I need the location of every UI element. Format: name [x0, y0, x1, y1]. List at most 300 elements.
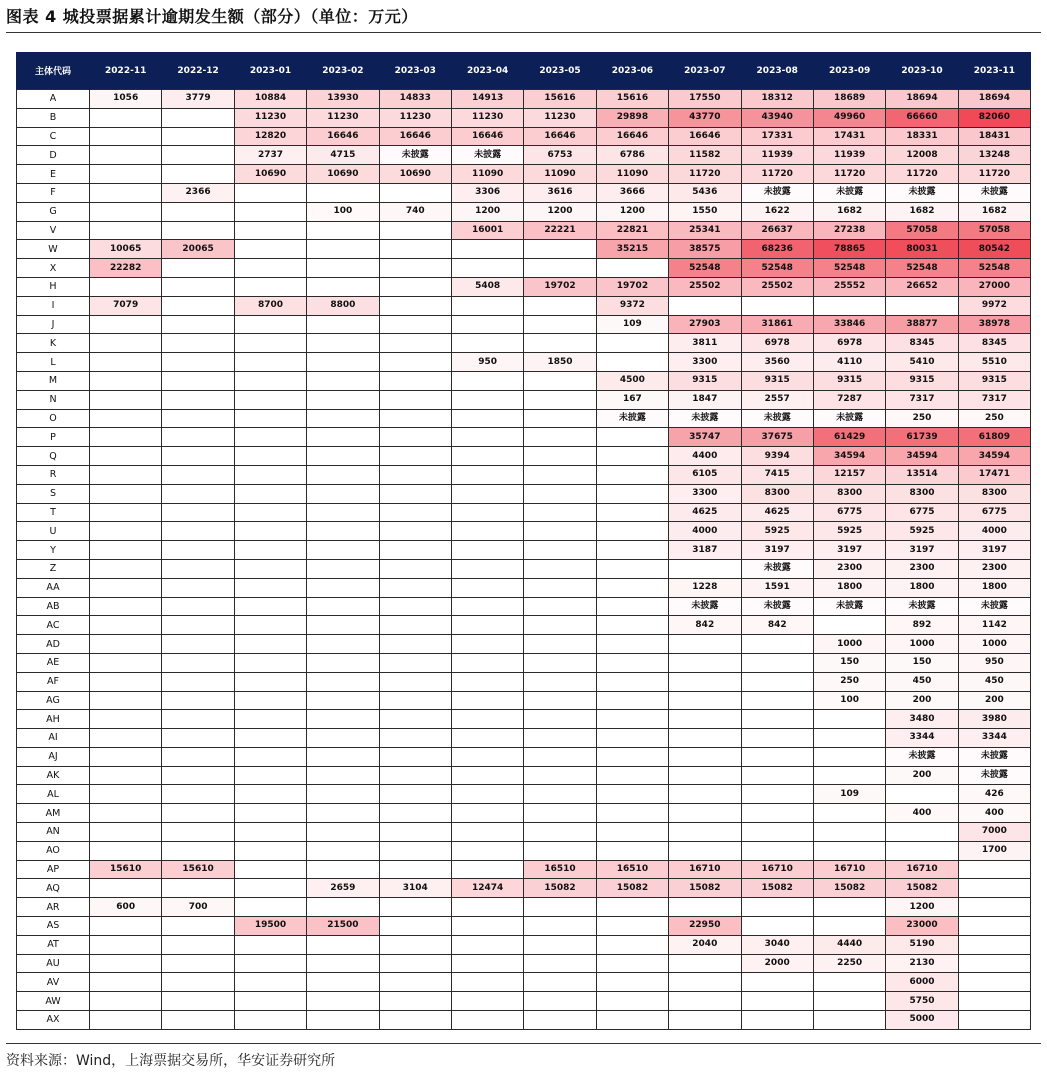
value-cell	[90, 522, 162, 541]
value-cell: 4000	[958, 522, 1030, 541]
value-cell	[524, 465, 596, 484]
table-body	[17, 90, 1031, 1030]
value-cell: 16646	[669, 127, 741, 146]
value-cell	[307, 935, 379, 954]
value-cell: 16646	[524, 127, 596, 146]
value-cell	[307, 409, 379, 428]
value-cell	[596, 635, 668, 654]
value-cell	[379, 954, 451, 973]
value-cell	[162, 747, 234, 766]
table-row	[17, 127, 1031, 146]
value-cell: 6775	[958, 503, 1030, 522]
value-cell: 78865	[813, 240, 885, 259]
row-entity-code: AO	[17, 841, 90, 860]
value-cell: 450	[958, 672, 1030, 691]
value-cell: 150	[813, 653, 885, 672]
row-entity-code: J	[17, 315, 90, 334]
value-cell: 22821	[596, 221, 668, 240]
value-cell: 740	[379, 202, 451, 221]
value-cell	[90, 428, 162, 447]
value-cell	[451, 484, 523, 503]
value-cell	[524, 917, 596, 936]
value-cell: 8700	[234, 296, 306, 315]
value-cell: 52548	[813, 259, 885, 278]
value-cell	[379, 729, 451, 748]
value-cell	[958, 1011, 1030, 1030]
value-cell: 17550	[669, 90, 741, 109]
value-cell	[596, 522, 668, 541]
value-cell: 66660	[886, 108, 958, 127]
value-cell	[669, 559, 741, 578]
value-cell: 80542	[958, 240, 1030, 259]
value-cell: 35215	[596, 240, 668, 259]
value-cell: 80031	[886, 240, 958, 259]
value-cell	[379, 334, 451, 353]
value-cell	[451, 428, 523, 447]
value-cell	[596, 465, 668, 484]
header-period: 2023-07	[669, 52, 741, 90]
table-row	[17, 879, 1031, 898]
value-cell: 57058	[958, 221, 1030, 240]
value-cell: 1200	[524, 202, 596, 221]
header-period: 2022-11	[90, 52, 162, 90]
value-cell	[162, 165, 234, 184]
row-entity-code: AM	[17, 804, 90, 823]
value-cell: 未披露	[741, 409, 813, 428]
value-cell: 11230	[307, 108, 379, 127]
value-cell: 57058	[886, 221, 958, 240]
value-cell	[741, 785, 813, 804]
value-cell: 200	[958, 691, 1030, 710]
value-cell	[958, 973, 1030, 992]
value-cell: 20065	[162, 240, 234, 259]
value-cell	[379, 841, 451, 860]
value-cell	[379, 409, 451, 428]
value-cell: 6775	[813, 503, 885, 522]
value-cell	[741, 973, 813, 992]
value-cell: 3980	[958, 710, 1030, 729]
row-entity-code: AW	[17, 992, 90, 1011]
row-entity-code: AN	[17, 823, 90, 842]
value-cell: 842	[669, 616, 741, 635]
value-cell	[451, 578, 523, 597]
value-cell	[524, 992, 596, 1011]
value-cell: 11720	[741, 165, 813, 184]
value-cell: 未披露	[958, 183, 1030, 202]
header-entity-code: 主体代码	[17, 52, 90, 90]
value-cell: 150	[886, 653, 958, 672]
value-cell	[596, 785, 668, 804]
value-cell: 25341	[669, 221, 741, 240]
value-cell: 400	[886, 804, 958, 823]
value-cell: 10065	[90, 240, 162, 259]
value-cell	[90, 146, 162, 165]
value-cell	[451, 541, 523, 560]
value-cell	[596, 935, 668, 954]
value-cell	[307, 428, 379, 447]
value-cell	[162, 108, 234, 127]
value-cell	[669, 973, 741, 992]
value-cell	[234, 428, 306, 447]
value-cell: 16710	[669, 860, 741, 879]
value-cell	[524, 1011, 596, 1030]
value-cell	[741, 672, 813, 691]
value-cell	[162, 296, 234, 315]
value-cell	[524, 785, 596, 804]
value-cell: 7000	[958, 823, 1030, 842]
table-row	[17, 785, 1031, 804]
value-cell	[379, 447, 451, 466]
value-cell	[307, 541, 379, 560]
value-cell	[90, 635, 162, 654]
value-cell	[234, 484, 306, 503]
value-cell: 2557	[741, 390, 813, 409]
value-cell: 22221	[524, 221, 596, 240]
row-entity-code: S	[17, 484, 90, 503]
header-period: 2023-05	[524, 52, 596, 90]
value-cell	[90, 465, 162, 484]
value-cell: 11720	[813, 165, 885, 184]
value-cell: 22282	[90, 259, 162, 278]
value-cell	[90, 691, 162, 710]
value-cell: 4715	[307, 146, 379, 165]
value-cell: 未披露	[741, 559, 813, 578]
table-row	[17, 672, 1031, 691]
row-entity-code: Q	[17, 447, 90, 466]
value-cell	[524, 973, 596, 992]
value-cell	[596, 804, 668, 823]
table-row	[17, 353, 1031, 372]
value-cell	[90, 277, 162, 296]
value-cell	[813, 710, 885, 729]
value-cell: 6978	[741, 334, 813, 353]
value-cell: 11720	[669, 165, 741, 184]
value-cell	[379, 371, 451, 390]
value-cell: 4110	[813, 353, 885, 372]
value-cell: 2300	[813, 559, 885, 578]
table-row	[17, 277, 1031, 296]
table-row	[17, 315, 1031, 334]
value-cell	[813, 616, 885, 635]
value-cell	[524, 522, 596, 541]
value-cell: 4625	[741, 503, 813, 522]
value-cell: 10690	[234, 165, 306, 184]
row-entity-code: O	[17, 409, 90, 428]
table-row	[17, 503, 1031, 522]
value-cell	[451, 898, 523, 917]
value-cell	[958, 954, 1030, 973]
row-entity-code: D	[17, 146, 90, 165]
value-cell: 49960	[813, 108, 885, 127]
value-cell	[741, 747, 813, 766]
value-cell	[162, 935, 234, 954]
value-cell	[162, 202, 234, 221]
value-cell	[379, 898, 451, 917]
value-cell: 5436	[669, 183, 741, 202]
value-cell	[451, 334, 523, 353]
value-cell: 4400	[669, 447, 741, 466]
value-cell	[162, 371, 234, 390]
value-cell: 9972	[958, 296, 1030, 315]
value-cell	[669, 635, 741, 654]
value-cell	[379, 183, 451, 202]
value-cell: 10884	[234, 90, 306, 109]
value-cell	[234, 729, 306, 748]
value-cell	[741, 635, 813, 654]
value-cell: 9315	[813, 371, 885, 390]
value-cell: 1682	[958, 202, 1030, 221]
value-cell	[162, 597, 234, 616]
row-entity-code: AS	[17, 917, 90, 936]
value-cell	[379, 691, 451, 710]
value-cell: 200	[886, 691, 958, 710]
value-cell: 9315	[886, 371, 958, 390]
value-cell	[90, 315, 162, 334]
value-cell: 9372	[596, 296, 668, 315]
value-cell: 1000	[813, 635, 885, 654]
value-cell: 1200	[451, 202, 523, 221]
value-cell: 3040	[741, 935, 813, 954]
header-period: 2023-01	[234, 52, 306, 90]
value-cell: 12474	[451, 879, 523, 898]
row-entity-code: B	[17, 108, 90, 127]
value-cell	[813, 729, 885, 748]
value-cell: 7415	[741, 465, 813, 484]
table-row	[17, 484, 1031, 503]
value-cell: 未披露	[669, 597, 741, 616]
value-cell	[596, 428, 668, 447]
value-cell	[524, 935, 596, 954]
value-cell	[90, 541, 162, 560]
value-cell	[162, 447, 234, 466]
value-cell	[234, 672, 306, 691]
value-cell	[90, 108, 162, 127]
value-cell	[524, 315, 596, 334]
value-cell: 未披露	[886, 597, 958, 616]
value-cell: 11230	[379, 108, 451, 127]
value-cell	[524, 447, 596, 466]
value-cell	[379, 221, 451, 240]
value-cell	[379, 710, 451, 729]
header-period: 2023-03	[379, 52, 451, 90]
value-cell	[234, 390, 306, 409]
value-cell	[596, 578, 668, 597]
value-cell	[958, 992, 1030, 1011]
value-cell	[596, 898, 668, 917]
value-cell: 100	[813, 691, 885, 710]
value-cell: 250	[958, 409, 1030, 428]
value-cell	[451, 240, 523, 259]
value-cell	[958, 898, 1030, 917]
value-cell: 11939	[813, 146, 885, 165]
row-entity-code: AI	[17, 729, 90, 748]
table-row	[17, 409, 1031, 428]
value-cell	[524, 371, 596, 390]
value-cell: 未披露	[958, 766, 1030, 785]
value-cell: 未披露	[813, 183, 885, 202]
value-cell	[379, 484, 451, 503]
value-cell: 400	[958, 804, 1030, 823]
value-cell	[524, 954, 596, 973]
value-cell: 3197	[741, 541, 813, 560]
row-entity-code: F	[17, 183, 90, 202]
value-cell	[596, 616, 668, 635]
value-cell	[596, 653, 668, 672]
value-cell: 52548	[958, 259, 1030, 278]
value-cell	[234, 785, 306, 804]
value-cell: 68236	[741, 240, 813, 259]
value-cell: 31861	[741, 315, 813, 334]
value-cell: 6000	[886, 973, 958, 992]
value-cell	[451, 992, 523, 1011]
value-cell: 11720	[886, 165, 958, 184]
value-cell	[524, 503, 596, 522]
value-cell	[813, 766, 885, 785]
value-cell	[307, 371, 379, 390]
value-cell	[162, 710, 234, 729]
value-cell	[524, 653, 596, 672]
table-row	[17, 653, 1031, 672]
row-entity-code: AR	[17, 898, 90, 917]
value-cell	[162, 917, 234, 936]
value-cell: 1800	[886, 578, 958, 597]
table-row	[17, 691, 1031, 710]
value-cell	[379, 465, 451, 484]
overdue-amount-table	[16, 52, 1031, 1030]
value-cell: 1800	[813, 578, 885, 597]
value-cell: 34594	[813, 447, 885, 466]
source-note: 资料来源：Wind，上海票据交易所，华安证券研究所	[6, 1053, 336, 1069]
value-cell	[451, 766, 523, 785]
value-cell	[234, 559, 306, 578]
value-cell	[162, 127, 234, 146]
value-cell	[307, 522, 379, 541]
value-cell	[162, 503, 234, 522]
value-cell	[451, 710, 523, 729]
value-cell	[234, 747, 306, 766]
value-cell	[90, 409, 162, 428]
value-cell	[307, 954, 379, 973]
value-cell	[162, 823, 234, 842]
value-cell	[886, 296, 958, 315]
value-cell: 5510	[958, 353, 1030, 372]
row-entity-code: Y	[17, 541, 90, 560]
value-cell: 61809	[958, 428, 1030, 447]
row-entity-code: U	[17, 522, 90, 541]
value-cell	[234, 353, 306, 372]
value-cell: 19702	[596, 277, 668, 296]
value-cell: 38877	[886, 315, 958, 334]
row-entity-code: AP	[17, 860, 90, 879]
value-cell: 34594	[958, 447, 1030, 466]
value-cell: 未披露	[886, 183, 958, 202]
value-cell: 5925	[813, 522, 885, 541]
value-cell	[307, 804, 379, 823]
title-divider	[6, 32, 1041, 33]
value-cell: 15082	[596, 879, 668, 898]
value-cell	[234, 277, 306, 296]
value-cell	[307, 259, 379, 278]
value-cell: 1847	[669, 390, 741, 409]
value-cell	[307, 635, 379, 654]
header-period: 2023-10	[886, 52, 958, 90]
row-entity-code: P	[17, 428, 90, 447]
table-row	[17, 729, 1031, 748]
table-row	[17, 465, 1031, 484]
value-cell: 9315	[741, 371, 813, 390]
value-cell	[524, 747, 596, 766]
value-cell: 1200	[596, 202, 668, 221]
row-entity-code: AU	[17, 954, 90, 973]
value-cell: 109	[596, 315, 668, 334]
value-cell: 16646	[379, 127, 451, 146]
value-cell: 2300	[958, 559, 1030, 578]
value-cell	[379, 578, 451, 597]
value-cell	[162, 616, 234, 635]
value-cell	[234, 766, 306, 785]
value-cell: 16646	[307, 127, 379, 146]
value-cell: 12157	[813, 465, 885, 484]
value-cell	[90, 183, 162, 202]
table-row	[17, 541, 1031, 560]
header-period: 2023-06	[596, 52, 668, 90]
value-cell: 600	[90, 898, 162, 917]
value-cell: 2659	[307, 879, 379, 898]
value-cell: 34594	[886, 447, 958, 466]
row-entity-code: AG	[17, 691, 90, 710]
table-row	[17, 259, 1031, 278]
value-cell	[234, 315, 306, 334]
value-cell	[741, 841, 813, 860]
value-cell: 未披露	[596, 409, 668, 428]
value-cell	[379, 653, 451, 672]
value-cell: 950	[451, 353, 523, 372]
table-row	[17, 522, 1031, 541]
value-cell	[234, 259, 306, 278]
header-period: 2023-11	[958, 52, 1030, 90]
row-entity-code: G	[17, 202, 90, 221]
value-cell: 61739	[886, 428, 958, 447]
table-header-row	[17, 52, 1031, 90]
value-cell	[741, 898, 813, 917]
value-cell	[451, 785, 523, 804]
table-row	[17, 165, 1031, 184]
row-entity-code: AC	[17, 616, 90, 635]
value-cell: 3779	[162, 90, 234, 109]
row-entity-code: M	[17, 371, 90, 390]
value-cell	[234, 616, 306, 635]
value-cell: 1228	[669, 578, 741, 597]
value-cell: 38978	[958, 315, 1030, 334]
value-cell	[90, 221, 162, 240]
value-cell	[524, 616, 596, 635]
value-cell	[90, 484, 162, 503]
value-cell: 16510	[596, 860, 668, 879]
value-cell	[307, 785, 379, 804]
value-cell: 842	[741, 616, 813, 635]
value-cell: 18431	[958, 127, 1030, 146]
value-cell: 11582	[669, 146, 741, 165]
value-cell	[234, 653, 306, 672]
table-row	[17, 935, 1031, 954]
value-cell	[596, 954, 668, 973]
value-cell	[162, 635, 234, 654]
value-cell	[162, 766, 234, 785]
row-entity-code: E	[17, 165, 90, 184]
value-cell: 18331	[886, 127, 958, 146]
value-cell: 1700	[958, 841, 1030, 860]
value-cell: 11720	[958, 165, 1030, 184]
